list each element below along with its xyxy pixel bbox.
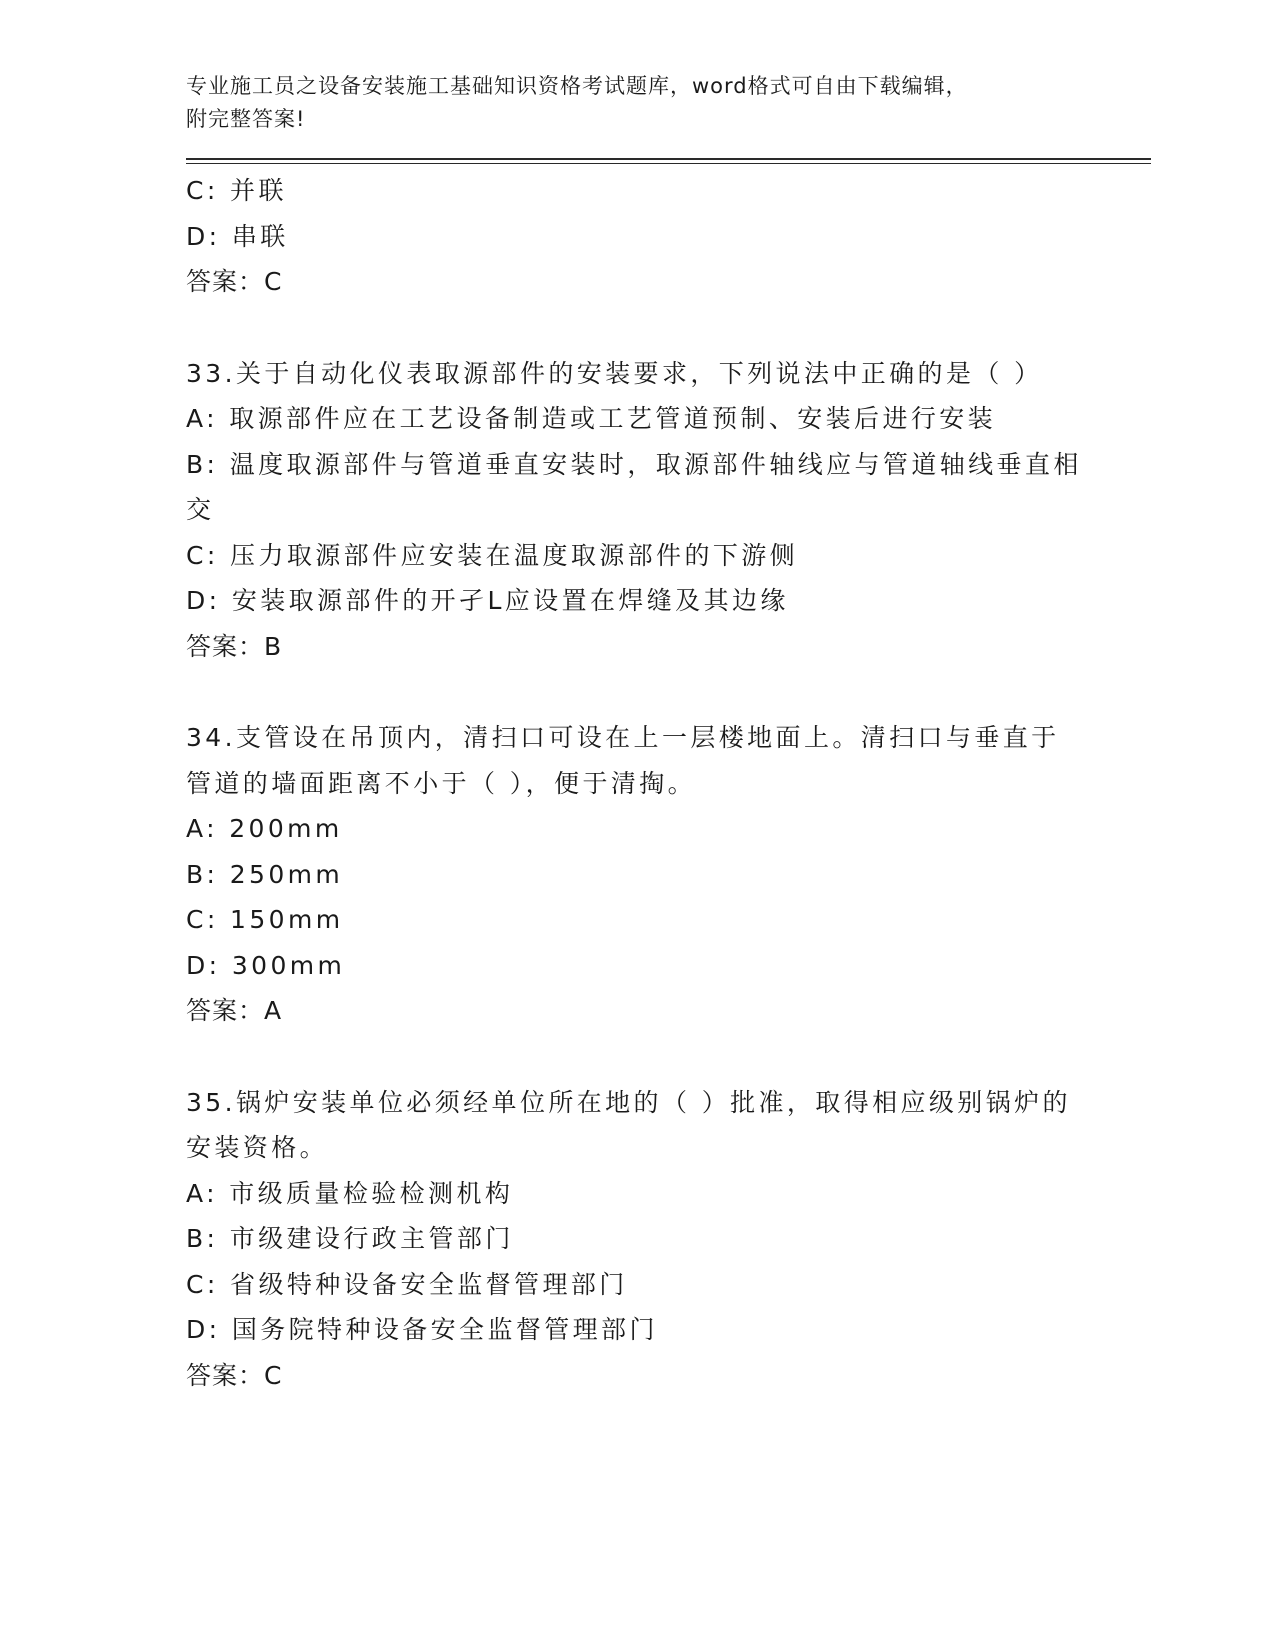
answer: 答案：A (186, 996, 283, 1025)
option-b: B: 250mm (186, 859, 344, 889)
option-c: C: 150mm (186, 905, 344, 934)
question-stem: 35.锅炉安装单位必须经单位所在地的（ ）批准，取得相应级别锅炉的安装资格。 (186, 1087, 1071, 1162)
option-d: D: 国务院特种设备安全监督管理部门 (186, 1315, 658, 1344)
document-header (186, 70, 1066, 136)
option-a: A: 200mm (186, 814, 343, 843)
answer: 答案：C (186, 1360, 283, 1390)
question-stem: 34.支管设在吊顶内，清扫口可设在上一层楼地面上。清扫口与垂直于管道的墙面距离不小于（ ），便于清掏。 (186, 723, 1060, 798)
option-a: A: 取源部件应在工艺设备制造或工艺管道预制、安装后进行安装 (186, 404, 997, 433)
header-title-line-1: 专业施工员之设备安装施工基础知识资格考试题库，word格式可自由下载编辑， (186, 74, 968, 98)
question-35 (186, 1080, 1151, 1399)
question-33 (186, 351, 1151, 670)
option-c: C: 压力取源部件应安装在温度取源部件的下游侧 (186, 540, 799, 570)
option-b: B: 市级建设行政主管部门 (186, 1224, 514, 1253)
header-title-line-2: 附完整答案! (186, 107, 306, 131)
option-c: C: 并联 (186, 176, 287, 205)
option-d: D: 300mm (186, 950, 346, 980)
option-c: C: 省级特种设备安全监督管理部门 (186, 1269, 628, 1299)
option-b: B: 温度取源部件与管道垂直安装时，取源部件轴线应与管道轴线垂直相交 (186, 449, 1082, 524)
question-34 (186, 715, 1151, 1034)
option-a: A: 市级质量检验检测机构 (186, 1178, 514, 1208)
continued-question (186, 168, 1151, 305)
header-divider (186, 158, 1151, 164)
document-page (186, 70, 1151, 1398)
answer: 答案：C (186, 267, 283, 296)
answer: 答案：B (186, 631, 283, 661)
question-stem: 33.关于自动化仪表取源部件的安装要求，下列说法中正确的是（ ） (186, 358, 1043, 388)
option-d: D: 串联 (186, 221, 289, 251)
option-d: D: 安装取源部件的开孑L应设置在焊缝及其边缘 (186, 586, 789, 615)
